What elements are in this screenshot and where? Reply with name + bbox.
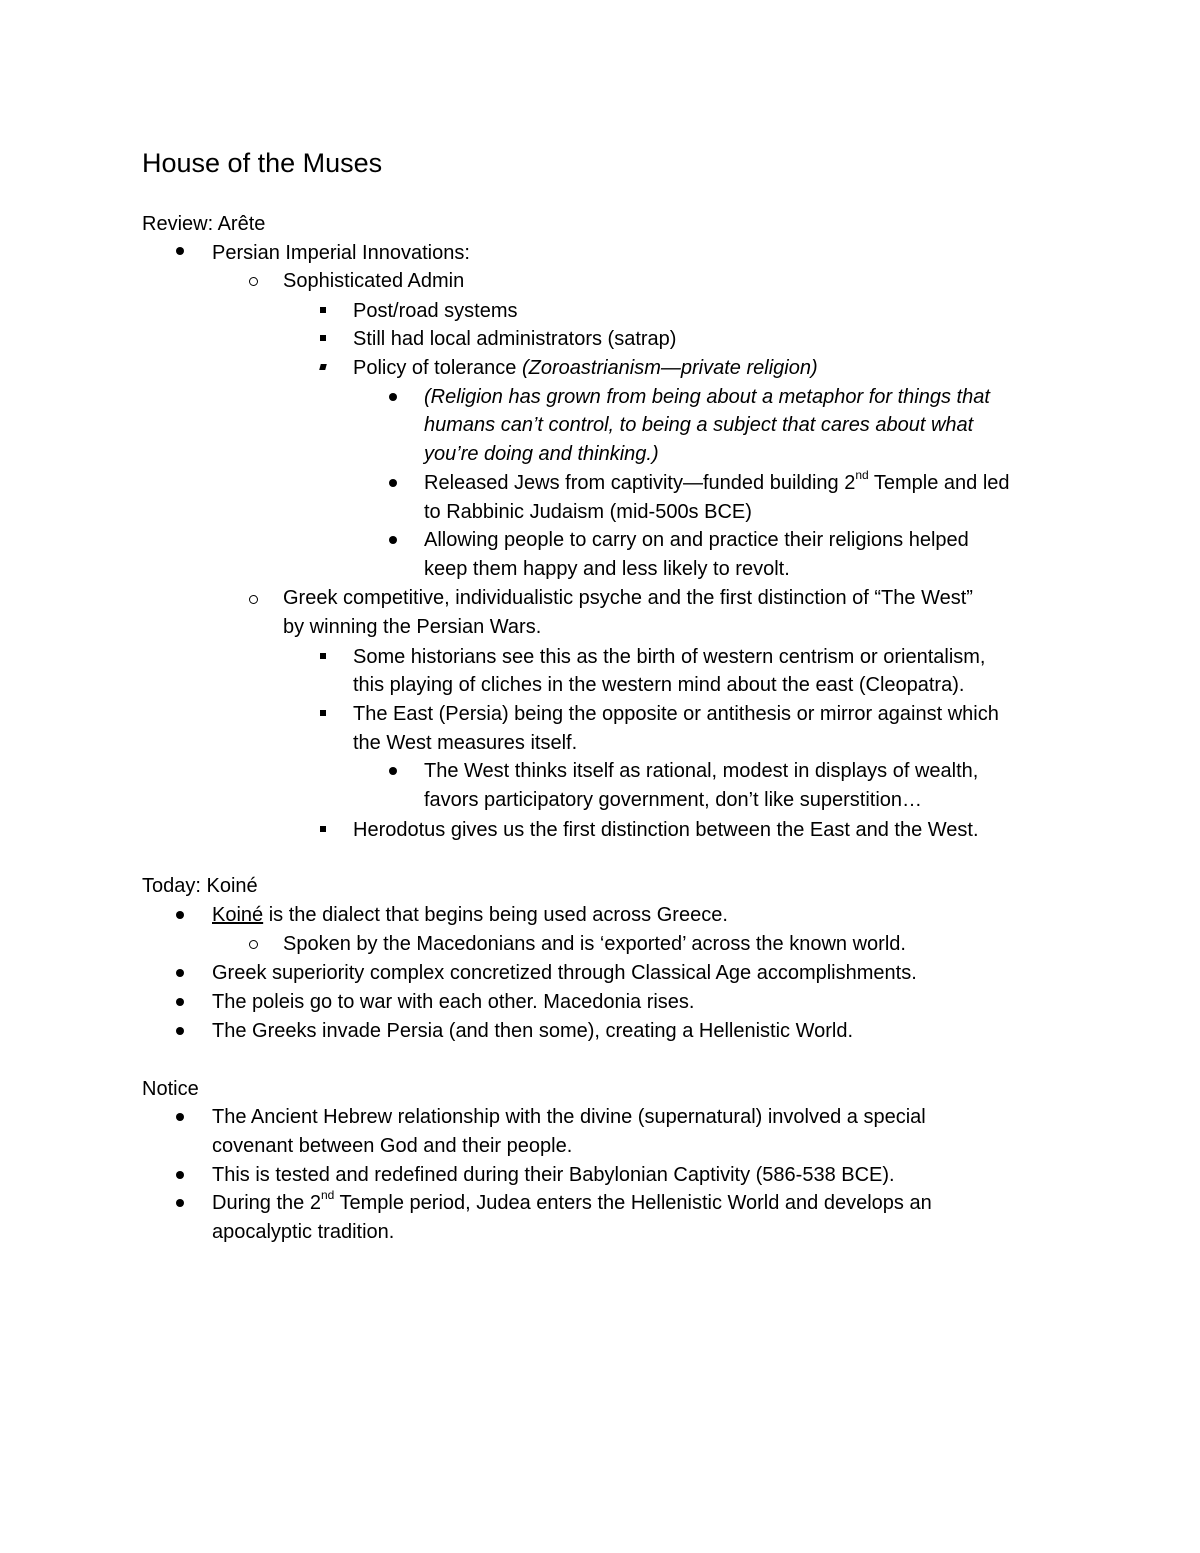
bullet-square bbox=[320, 335, 326, 341]
list-item-line: The West thinks itself as rational, modest in displays of wealth, bbox=[424, 760, 979, 782]
bullet-disc bbox=[176, 1027, 184, 1035]
bullet-disc bbox=[176, 969, 184, 977]
section-heading-today: Today: Koiné bbox=[142, 875, 258, 897]
list-item: Persian Imperial Innovations: bbox=[212, 242, 470, 264]
list-item-line: favors participatory government, don’t like superstition… bbox=[424, 789, 923, 811]
list-item: Post/road systems bbox=[353, 300, 518, 322]
list-item-line: covenant between God and their people. bbox=[212, 1135, 573, 1157]
list-item-line: keep them happy and less likely to revolt. bbox=[424, 558, 790, 580]
bullet-square bbox=[320, 826, 326, 832]
list-item-line: by winning the Persian Wars. bbox=[283, 616, 542, 638]
list-item: This is tested and redefined during their Babylonian Captivity (586-538 BCE). bbox=[212, 1164, 895, 1186]
list-item-line: this playing of cliches in the western mind about the east (Cleopatra). bbox=[353, 674, 965, 696]
list-item-line: apocalyptic tradition. bbox=[212, 1221, 395, 1243]
list-item: The Greeks invade Persia (and then some), creating a Hellenistic World. bbox=[212, 1020, 854, 1042]
bullet-disc bbox=[176, 1199, 184, 1207]
bullet-disc bbox=[389, 479, 397, 487]
list-item-line: Some historians see this as the birth of western centrism or orientalism, bbox=[353, 646, 986, 668]
list-item-line: the West measures itself. bbox=[353, 732, 578, 754]
list-item: Spoken by the Macedonians and is ‘exported’ across the known world. bbox=[283, 933, 906, 955]
list-item-line: humans can’t control, to being a subject that cares about what bbox=[424, 414, 974, 436]
bullet-disc bbox=[176, 247, 184, 255]
bullet-disc bbox=[176, 1113, 184, 1121]
bullet-disc bbox=[176, 1171, 184, 1179]
bullet-square bbox=[320, 307, 326, 313]
bullet-disc bbox=[389, 767, 397, 775]
list-item: Sophisticated Admin bbox=[283, 270, 465, 292]
list-item-line: The Ancient Hebrew relationship with the divine (supernatural) involved a special bbox=[212, 1106, 926, 1128]
page-title: House of the Muses bbox=[142, 148, 383, 178]
bullet-square bbox=[319, 364, 327, 370]
list-item: Still had local administrators (satrap) bbox=[353, 328, 677, 350]
list-item: Herodotus gives us the first distinction between the East and the West. bbox=[353, 819, 979, 841]
bullet-disc bbox=[389, 536, 397, 544]
list-item: Policy of tolerance (Zoroastrianism—private religion) bbox=[353, 357, 818, 379]
list-item-line: Allowing people to carry on and practice their religions helped bbox=[424, 529, 969, 551]
bullet-disc bbox=[389, 393, 397, 401]
bullet-disc bbox=[176, 998, 184, 1006]
bullet-disc bbox=[176, 911, 184, 919]
section-heading-review: Review: Arête bbox=[142, 213, 266, 235]
bullet-circle bbox=[249, 277, 258, 286]
list-item-line: to Rabbinic Judaism (mid-500s BCE) bbox=[424, 501, 752, 523]
list-item-line: The East (Persia) being the opposite or antithesis or mirror against which bbox=[353, 703, 999, 725]
bullet-square bbox=[320, 710, 326, 716]
bullet-square bbox=[320, 653, 326, 659]
list-item-line: Released Jews from captivity—funded building 2nd Temple and led bbox=[424, 468, 1010, 494]
list-item: Koiné is the dialect that begins being used across Greece. bbox=[212, 904, 728, 926]
list-item-line: During the 2nd Temple period, Judea enters the Hellenistic World and develops an bbox=[212, 1188, 932, 1214]
list-item-line: (Religion has grown from being about a metaphor for things that bbox=[424, 386, 990, 408]
list-item: Greek superiority complex concretized through Classical Age accomplishments. bbox=[212, 962, 917, 984]
list-item: The poleis go to war with each other. Macedonia rises. bbox=[212, 991, 695, 1013]
bullet-circle bbox=[249, 595, 258, 604]
section-heading-notice: Notice bbox=[142, 1078, 199, 1100]
bullet-circle bbox=[249, 940, 258, 949]
list-item-line: Greek competitive, individualistic psyche and the first distinction of “The West” bbox=[283, 587, 973, 609]
list-item-line: you’re doing and thinking.) bbox=[424, 443, 659, 465]
